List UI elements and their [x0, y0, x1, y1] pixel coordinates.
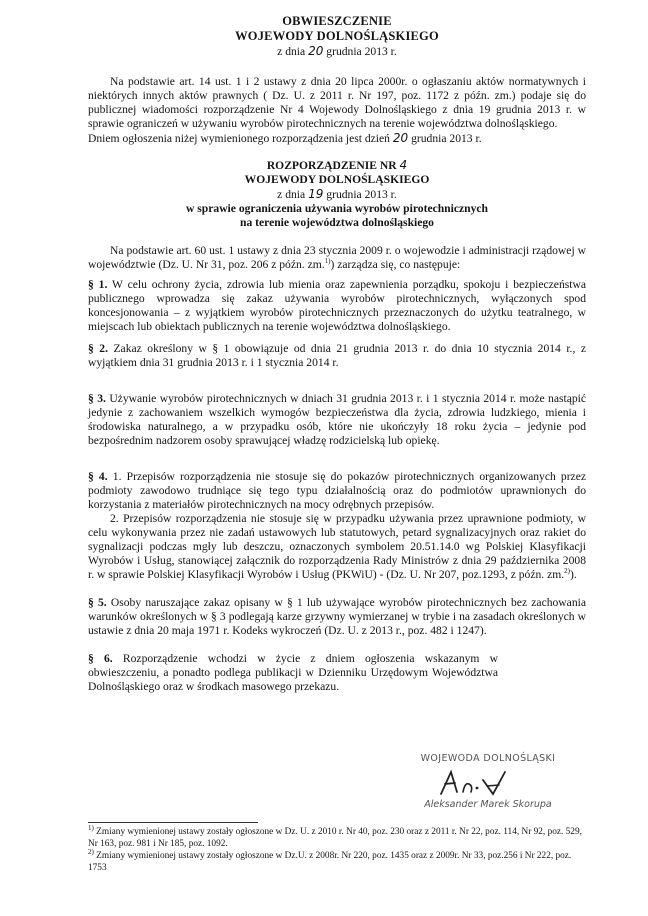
notice-date: z dnia 20 grudnia 2013 r. — [277, 44, 397, 58]
regulation-subject-line2: na terenie województwa dolnośląskiego — [240, 216, 434, 229]
regulation-subject-line1: w sprawie ograniczenia używania wyrobów pirotechnicznych — [186, 202, 488, 215]
notice-title: OBWIESZCZENIE — [282, 14, 392, 28]
section-6: § 6. Rozporządzenie wchodzi w życie z dniem ogłoszenia wskazanym w obwieszczeniu, a ponadto podlega publikacji w Dzienniku Urzędowym Województwa Dolnośląskiego oraz w środkach masowego przekazu. — [88, 652, 499, 693]
section-1-label: § 1. — [88, 278, 108, 291]
signature-name: Aleksander Marek Skorupa — [424, 799, 552, 810]
regulation-title: ROZPORZĄDZENIE NR 4 — [266, 158, 408, 172]
regulation-date-day: 19 — [308, 187, 324, 201]
notice-date-day: 20 — [308, 44, 324, 58]
regulation-number: 4 — [399, 158, 408, 172]
footnote-2: $^{2)}$ Zmiany wymienionej ustawy zostały ogłoszone w Dz.U. z 2008r. Nr 220, poz. 1435 oraz z 2009r. Nr 33, poz.256 i Nr 222, poz. 1753 — [88, 847, 572, 873]
notice-issuer: WOJEWODY DOLNOŚLĄSKIEGO — [235, 29, 439, 43]
section-3: § 3. Używanie wyrobów pirotechnicznych w dniach 31 grudnia 2013 r. i 1 stycznia 2014 r. może nastąpić jedynie z zachowaniem wszelkich wymogów bezpieczeństwa dla życia, zdrowia ludzkiego, mienia i środowiska naturalnego, a w przypadku osób, które nie ukończyły 18 roku życia – jedynie pod bezpośrednim nadzorem osoby sprawującej władzę rodzicielską lub opiekę. — [88, 392, 587, 447]
intro-paragraph: Na podstawie art. 14 ust. 1 i 2 ustawy z dnia 20 lipca 2000r. o ogłaszaniu aktów normatywnych i niektórych innych aktów prawnych ( Dz. U. z 2011 r. Nr 197, poz. 1172 z późn. zm.) podaje się do publicznej wiadomości rozporządzenie Nr 4 Wojewody Dolnośląskiego z dnia 19 grudnia 2013 r. w sprawie ograniczeń w używaniu wyrobów pirotechnicznych na terenie województwa dolnośląskiego. — [88, 75, 586, 130]
section-4-label: § 4. — [88, 470, 108, 483]
footnote-divider — [88, 822, 258, 823]
announcement-day: 20 — [392, 131, 409, 145]
announcement-date-paragraph: Dniem ogłoszenia niżej wymienionego rozporządzenia jest dzień 20 grudnia 2013 r. — [88, 131, 482, 145]
handwritten-signature — [433, 768, 543, 798]
signature-office: WOJEWODA DOLNOŚLĄSKI — [420, 753, 556, 764]
section-3-label: § 3. — [88, 392, 106, 405]
section-4-point-2: 2. Przepisów rozporządzenia nie stosuje się w przypadku używania przez uprawnione podmioty, w celu wykonywania przez nie zadań ustawowych lub statutowych, petard sygnalizacyjnych oraz rakiet do sygnalizacji podczas mgły lub deszczu, oznaczonych symbolem 20.51.14.0 wg Polskiej Klasyfikacji Wyrobów i Usług, stanowiącej załącznik do rozporządzenia Rady Ministrów z dnia 29 października 2008 r. w sprawie Polskiej Klasyfikacji Wyrobów i Usług (PKWiU) - (Dz. U. Nr 207, poz.1293, z późn. zm.$^{2)}$). — [88, 512, 586, 581]
footnotes — [88, 823, 583, 875]
regulation-date: z dnia 19 grudnia 2013 r. — [277, 187, 397, 201]
section-2-label: § 2. — [88, 342, 108, 355]
section-5: § 5. Osoby naruszające zakaz opisany w § 1 lub używające wyrobów pirotechnicznych bez zachowania warunków określonych w § 3 podlegają karze grzywny wymierzanej w trybie i na zasadach określonych w ustawie z dnia 20 maja 1971 r. Kodeks wykroczeń (Dz. U. z 2013 r., poz. 482 i 1247). — [88, 596, 586, 637]
regulation-issuer: WOJEWODY DOLNOŚLĄSKIEGO — [244, 173, 430, 186]
legal-basis-paragraph: Na podstawie art. 60 ust. 1 ustawy z dnia 23 stycznia 2009 r. o wojewodzie i administracji rządowej w województwie (Dz. U. Nr 31, poz. 206 z późn. zm.$^{1)}$) zarządza się, co następuje: — [88, 244, 586, 271]
signature-block — [398, 752, 578, 812]
section-2: § 2. Zakaz określony w § 1 obowiązuje od dnia 21 grudnia 2013 r. do dnia 10 stycznia 2014 r., z wyjątkiem dnia 31 grudnia 2013 r. i 1 stycznia 2014 r. — [88, 342, 586, 369]
section-5-label: § 5. — [88, 596, 107, 609]
footnote-ref-1: 1) — [324, 257, 331, 266]
footnote-ref-2: 2) — [564, 567, 570, 576]
footnote-1: $^{1)}$ Zmiany wymienionej ustawy zostały ogłoszone w Dz. U. z 2010 r. Nr 40, poz. 230 oraz z 2011 r. Nr 22, poz. 114, Nr 92, poz. 529, Nr 163, poz. 981 i Nr 185, poz. 1092. — [88, 823, 582, 849]
section-6-label: § 6. — [88, 652, 113, 665]
section-1: § 1. W celu ochrony życia, zdrowia lub mienia oraz zapewnienia porządku, spokoju i bezpieczeństwa publicznego wprowadza się zakaz używania wyrobów pirotechnicznych, wyłączonych spod koncesjonowania – z wyjątkiem wyrobów pirotechnicznych przeznaczonych do użytku teatralnego, w miejscach lub obiektach publicznych na terenie województwa dolnośląskiego. — [88, 278, 586, 333]
section-4-point-1: § 4. 1. Przepisów rozporządzenia nie stosuje się do pokazów pirotechnicznych organizowanych przez podmioty zawodowo trudniące się tego typu działalnością oraz do podmiotów uprawnionych do korzystania z materiałów pirotechnicznych na mocy odrębnych przepisów. — [88, 470, 586, 511]
